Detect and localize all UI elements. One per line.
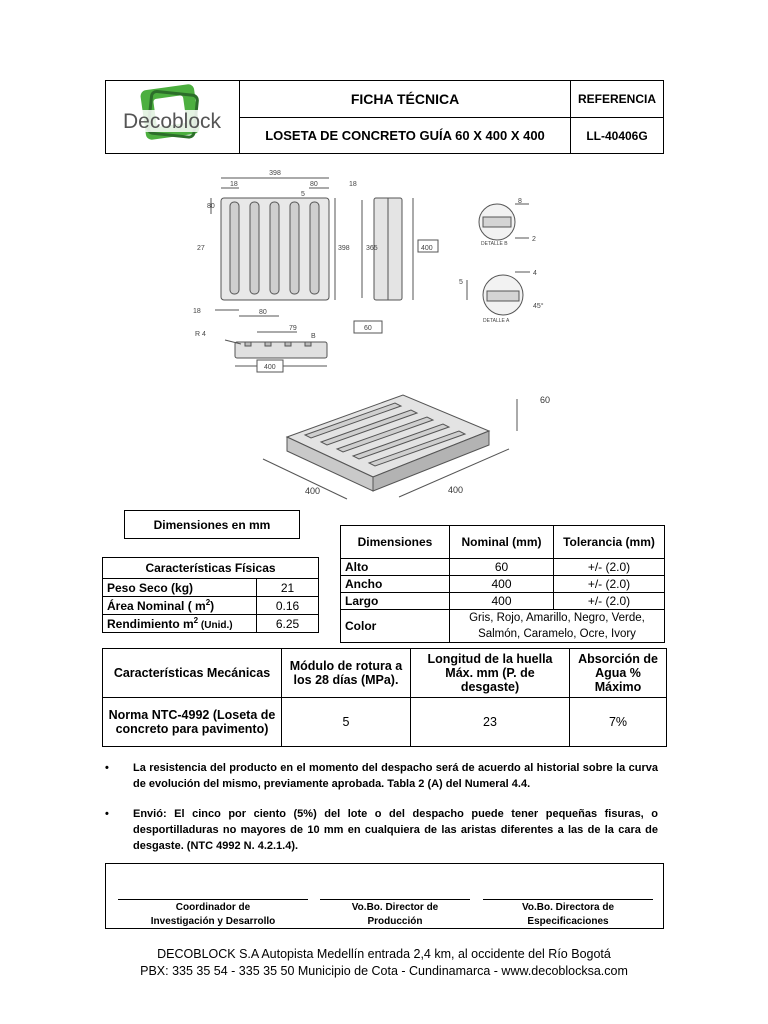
table-row	[103, 597, 319, 615]
dim-header: Tolerancia (mm)	[554, 526, 665, 559]
physical-title: Características Físicas	[103, 558, 319, 579]
physical-label: Peso Seco (kg)	[103, 579, 257, 597]
dim-5: 5	[301, 191, 305, 198]
dim-27: 27	[197, 245, 205, 252]
detail-a-label: DETALLE A	[483, 318, 510, 324]
table-row	[341, 576, 665, 593]
dim-400-side: 400	[421, 245, 433, 252]
dim-header: Nominal (mm)	[450, 526, 554, 559]
color-label: Color	[341, 610, 450, 643]
dim-365: 365	[366, 245, 378, 252]
dim-80a: 80	[310, 181, 318, 188]
mech-header: Módulo de rotura a los 28 días (MPa).	[282, 649, 411, 698]
dim-80b: 80	[207, 203, 215, 210]
dim-398v: 398	[338, 245, 350, 252]
ref-label: REFERENCIA	[571, 81, 663, 118]
dim-nominal: 60	[450, 559, 554, 576]
bullet-icon: •	[105, 762, 109, 774]
footer-contact: PBX: 335 35 54 - 335 35 50 Municipio de Cota - Cundinamarca - www.decoblocksa.com	[140, 964, 628, 978]
signature-directora-especificaciones: Vo.Bo. Directora de Especificaciones	[521, 902, 615, 927]
dim-400-front: 400	[264, 364, 276, 371]
physical-table	[102, 557, 319, 633]
dim-r4: R 4	[195, 331, 206, 338]
dim-tolerance: +/- (2.0)	[554, 576, 665, 593]
dim-80c: 80	[259, 309, 267, 316]
ref-code: LL-40406G	[586, 128, 648, 143]
table-row	[341, 610, 665, 643]
mech-absorcion: 7%	[570, 698, 667, 747]
dim-nominal: 400	[450, 576, 554, 593]
header-table	[105, 80, 664, 154]
mech-header: Absorción de Agua % Máximo	[570, 649, 667, 698]
physical-value: 21	[257, 579, 319, 597]
technical-drawing	[185, 160, 585, 380]
dim-b: B	[311, 333, 316, 340]
dim-nominal: 400	[450, 593, 554, 610]
footer-address: DECOBLOCK S.A Autopista Medellín entrada 2,4 km, al occidente del Río Bogotá	[157, 947, 611, 961]
logo-mark	[106, 81, 239, 153]
dim-60-front: 60	[364, 325, 372, 332]
mech-huella: 23	[411, 698, 570, 747]
signature-coordinador: Coordinador de Investigación y Desarrollo	[150, 902, 276, 927]
dim-79: 79	[289, 325, 297, 332]
mech-norma: Norma NTC-4992 (Loseta de concreto para pavimento)	[103, 698, 282, 747]
dim-45: 45°	[533, 303, 544, 310]
table-row	[341, 593, 665, 610]
dim-18c: 18	[193, 308, 201, 315]
physical-label: Área Nominal ( $m^2$)	[103, 597, 257, 615]
signature-director-produccion: Vo.Bo. Director de Producción	[351, 902, 439, 927]
mech-modulo: 5	[282, 698, 411, 747]
mech-header: Características Mecánicas	[103, 649, 282, 698]
dim-18a: 18	[230, 181, 238, 188]
iso-dim-400b: 400	[448, 485, 464, 495]
doc-subtitle: LOSETA DE CONCRETO GUÍA 60 X 400 X 400	[265, 128, 545, 143]
logo	[106, 81, 240, 153]
doc-title: FICHA TÉCNICA	[240, 81, 570, 118]
table-row	[103, 698, 667, 747]
physical-value: 6.25	[257, 615, 319, 633]
color-values: Gris, Rojo, Amarillo, Negro, Verde, Salmón, Caramelo, Ocre, Ivory	[450, 610, 665, 643]
dim-label: Alto	[341, 559, 450, 576]
dim-tolerance: +/- (2.0)	[554, 559, 665, 576]
physical-value: 0.16	[257, 597, 319, 615]
dim-5a: 5	[459, 279, 463, 286]
logo-text: Decoblock	[122, 110, 222, 133]
table-row	[103, 615, 319, 633]
dim-8: 8	[518, 198, 522, 205]
physical-label: Rendimiento $m^2$ (Unid.)	[103, 615, 257, 633]
isometric-view	[255, 385, 575, 510]
signature-box	[105, 863, 664, 929]
detail-b-label: DETALLE B	[481, 241, 508, 247]
dim-label: Largo	[341, 593, 450, 610]
note-resistance: • La resistencia del producto en el momento del despacho será de acuerdo al historial sobre la curva de evolución del mismo, previamente aprobada. Tabla 2 (A) del Numeral 4.4.	[105, 762, 658, 790]
dimensions-table	[340, 525, 665, 643]
iso-dim-400a: 400	[305, 486, 321, 496]
mechanical-table	[102, 648, 667, 747]
mech-header: Longitud de la huella Máx. mm (P. de desgaste)	[411, 649, 570, 698]
table-row	[341, 559, 665, 576]
units-label: Dimensiones en mm	[124, 510, 300, 539]
dim-tolerance: +/- (2.0)	[554, 593, 665, 610]
iso-dim-60: 60	[540, 395, 551, 405]
dim-18b: 18	[349, 181, 357, 188]
dim-label: Ancho	[341, 576, 450, 593]
dim-398: 398	[269, 170, 281, 177]
dim-header: Dimensiones	[341, 526, 450, 559]
dim-2: 2	[532, 236, 536, 243]
bullet-icon: •	[105, 808, 109, 820]
note-dispatch: • Envió: El cinco por ciento (5%) del lote o del despacho puede tener pequeñas fisuras, o desportilladuras no mayores de 10 mm en cualquiera de las aristas diferentes a las de la cara de desgaste. (NTC 4992 N. 4.2.1.4).	[105, 808, 658, 852]
dim-4: 4	[533, 270, 537, 277]
table-row	[103, 579, 319, 597]
